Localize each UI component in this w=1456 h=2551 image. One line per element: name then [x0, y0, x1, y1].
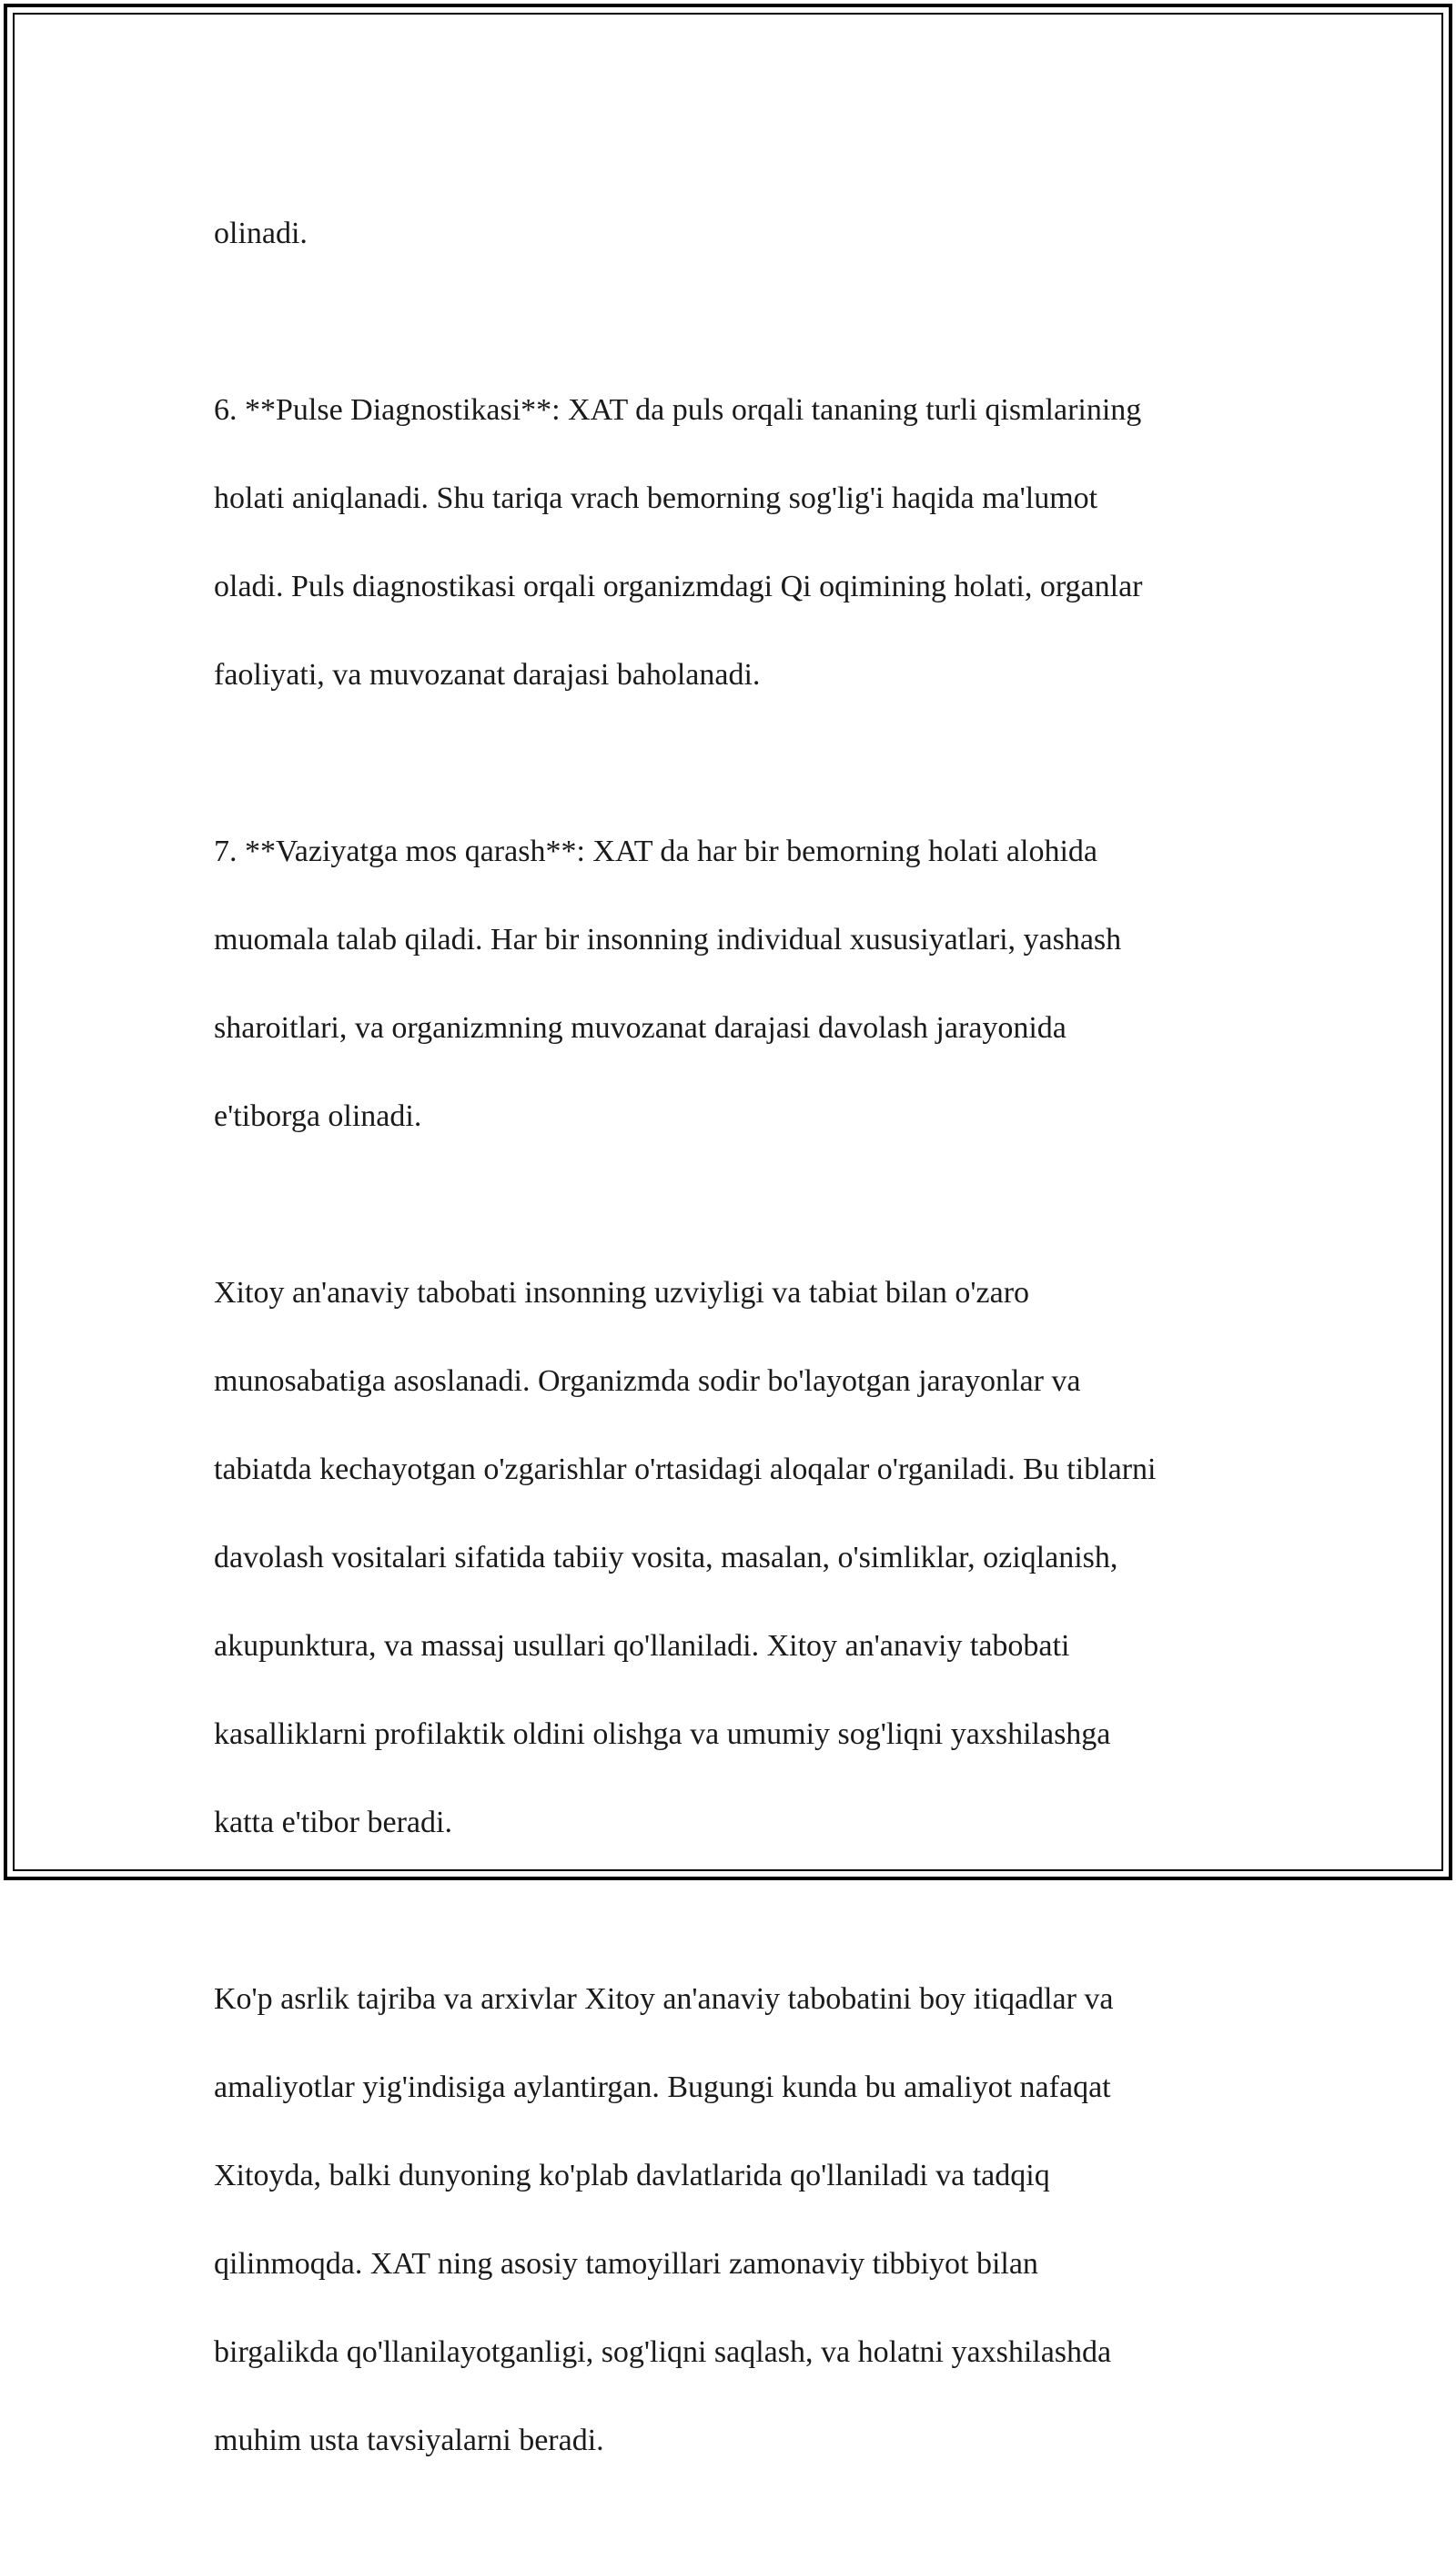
text-line: oladi. Puls diagnostikasi orqali organizmdagi Qi oqimining holati, organlar	[214, 569, 1143, 603]
text-line: Xitoy an'anaviy tabobati insonning uzviyligi va tabiat bilan o'zaro	[214, 1275, 1030, 1310]
text-line: holati aniqlanadi. Shu tariqa vrach bemorning sog'lig'i haqida ma'lumot	[214, 481, 1098, 515]
text-line: tabiatda kechayotgan o'zgarishlar o'rtasidagi aloqalar o'rganiladi. Bu tiblarni	[214, 1452, 1157, 1486]
text-line: munosabatiga asoslanadi. Organizmda sodir bo'layotgan jarayonlar va	[214, 1363, 1081, 1398]
document-body	[214, 167, 1242, 2551]
paragraph-tcm-overview	[214, 1227, 1242, 1889]
text-line: muomala talab qiladi. Har bir insonning individual xususiyatlari, yashash	[214, 922, 1122, 957]
text-line: e'tiborga olinadi.	[214, 1098, 422, 1133]
text-line: amaliyotlar yig'indisiga aylantirgan. Bugungi kunda bu amaliyot nafaqat	[214, 2070, 1111, 2104]
text-line: katta e'tibor beradi.	[214, 1805, 452, 1839]
text-line: muhim usta tavsiyalarni beradi.	[214, 2423, 604, 2457]
text-line: sharoitlari, va organizmning muvozanat darajasi davolash jarayonida	[214, 1010, 1067, 1045]
text-line: faoliyati, va muvozanat darajasi baholanadi.	[214, 657, 761, 692]
text-line: olinadi.	[214, 216, 308, 250]
text-line: 7. **Vaziyatga mos qarash**: XAT da har bir bemorning holati alohida	[214, 834, 1097, 868]
text-line: birgalikda qo'llanilayotganligi, sog'liqni saqlash, va holatni yaxshilashda	[214, 2334, 1112, 2369]
text-line: Xitoyda, balki dunyoning ko'plab davlatlarida qo'llaniladi va tadqiq	[214, 2158, 1050, 2192]
paragraph-continuation	[214, 167, 1242, 300]
paragraph-tcm-conclusion	[214, 1933, 1242, 2507]
text-line: Ko'p asrlik tajriba va arxivlar Xitoy an'anaviy tabobatini boy itiqadlar va	[214, 1981, 1114, 2016]
text-line: qilinmoqda. XAT ning asosiy tamoyillari zamonaviy tibbiyot bilan	[214, 2246, 1038, 2281]
paragraph-situational-approach	[214, 785, 1242, 1183]
text-line: akupunktura, va massaj usullari qo'llaniladi. Xitoy an'anaviy tabobati	[214, 1628, 1070, 1663]
text-line: kasalliklarni profilaktik oldini olishga va umumiy sog'liqni yaxshilashga	[214, 1716, 1111, 1751]
text-line: davolash vositalari sifatida tabiiy vosita, masalan, o'simliklar, oziqlanish,	[214, 1540, 1118, 1574]
paragraph-pulse-diagnostics	[214, 344, 1242, 742]
text-line: 6. **Pulse Diagnostikasi**: XAT da puls orqali tananing turli qismlarining	[214, 392, 1142, 427]
